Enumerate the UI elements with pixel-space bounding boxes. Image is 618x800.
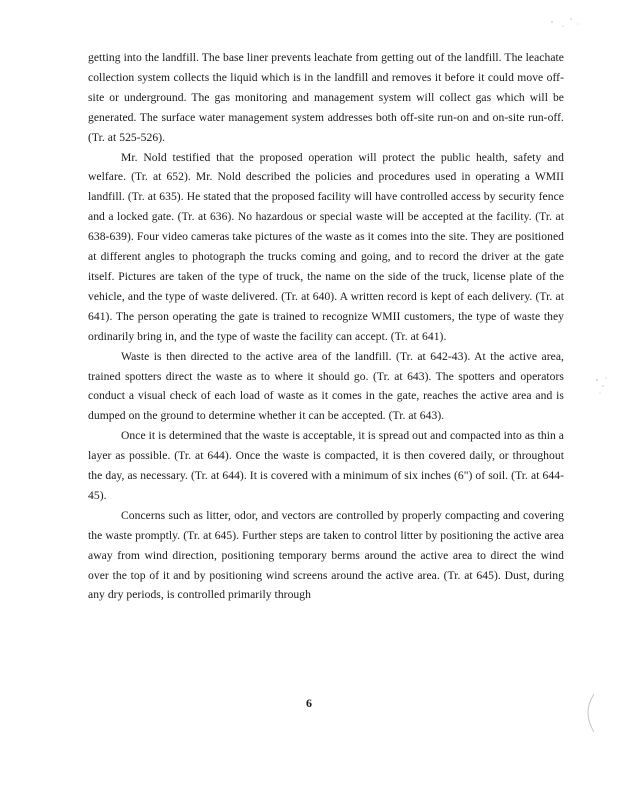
paragraph-2: Mr. Nold testified that the proposed operation will protect the public health, safety and welfare. (Tr. at 652). Mr. Nold described the policies and procedures used in operating a WMII landfill. (Tr. at 635). He stated that the proposed facility will have controlled access by security fence and a locked gate. (Tr. at 636). No hazardous or special waste will be accepted at the facility. (Tr. at 638-639). Four video cameras take pictures of the waste as it comes into the site. They are positioned at different angles to photograph the trucks coming and going, and to record the driver at the gate itself. Pictures are taken of the type of truck, the name on the side of the truck, license plate of the vehicle, and the type of waste delivered. (Tr. at 640). A written record is kept of each delivery. (Tr. at 641). The person operating the gate is trained to recognize WMII customers, the type of waste they ordinarily bring in, and the type of waste the facility can accept. (Tr. at 641).: [88, 150, 564, 343]
body-text: [88, 48, 564, 605]
right-margin-smudge: [596, 377, 607, 394]
top-right-speck-mark: [551, 18, 578, 26]
page-number: 6: [306, 696, 312, 710]
paragraph-3: Waste is then directed to the active area of the landfill. (Tr. at 642-43). At the active area, trained spotters direct the waste as to where it should go. (Tr. at 643). The spotters and operators conduct a visual check of each load of waste as it comes in the gate, reaches the active area and is dumped on the ground to determine whether it can be accepted. (Tr. at 643).: [88, 349, 564, 423]
paragraph-5: Concerns such as litter, odor, and vectors are controlled by properly compacting and covering the waste promptly. (Tr. at 645). Further steps are taken to control litter by positioning the active area away from wind direction, positioning temporary berms around the active area to direct the wind over the top of it and by positioning wind screens around the active area. (Tr. at 645). Dust, during any dry periods, is controlled primarily through: [88, 508, 564, 602]
paragraph-1: getting into the landfill. The base liner prevents leachate from getting out of the landfill. The leachate collection system collects the liquid which is in the landfill and removes it before it could move off-site or underground. The gas monitoring and management system will collect gas which will be generated. The surface water management system addresses both off-site run-on and on-site run-off. (Tr. at 525-526).: [88, 51, 564, 144]
paragraph-4: Once it is determined that the waste is acceptable, it is spread out and compacted into as thin a layer as possible. (Tr. at 644). Once the waste is compacted, it is then covered daily, or throughout the day, as necessary. (Tr. at 644). It is covered with a minimum of six inches (6") of soil. (Tr. at 644-45).: [88, 429, 564, 502]
